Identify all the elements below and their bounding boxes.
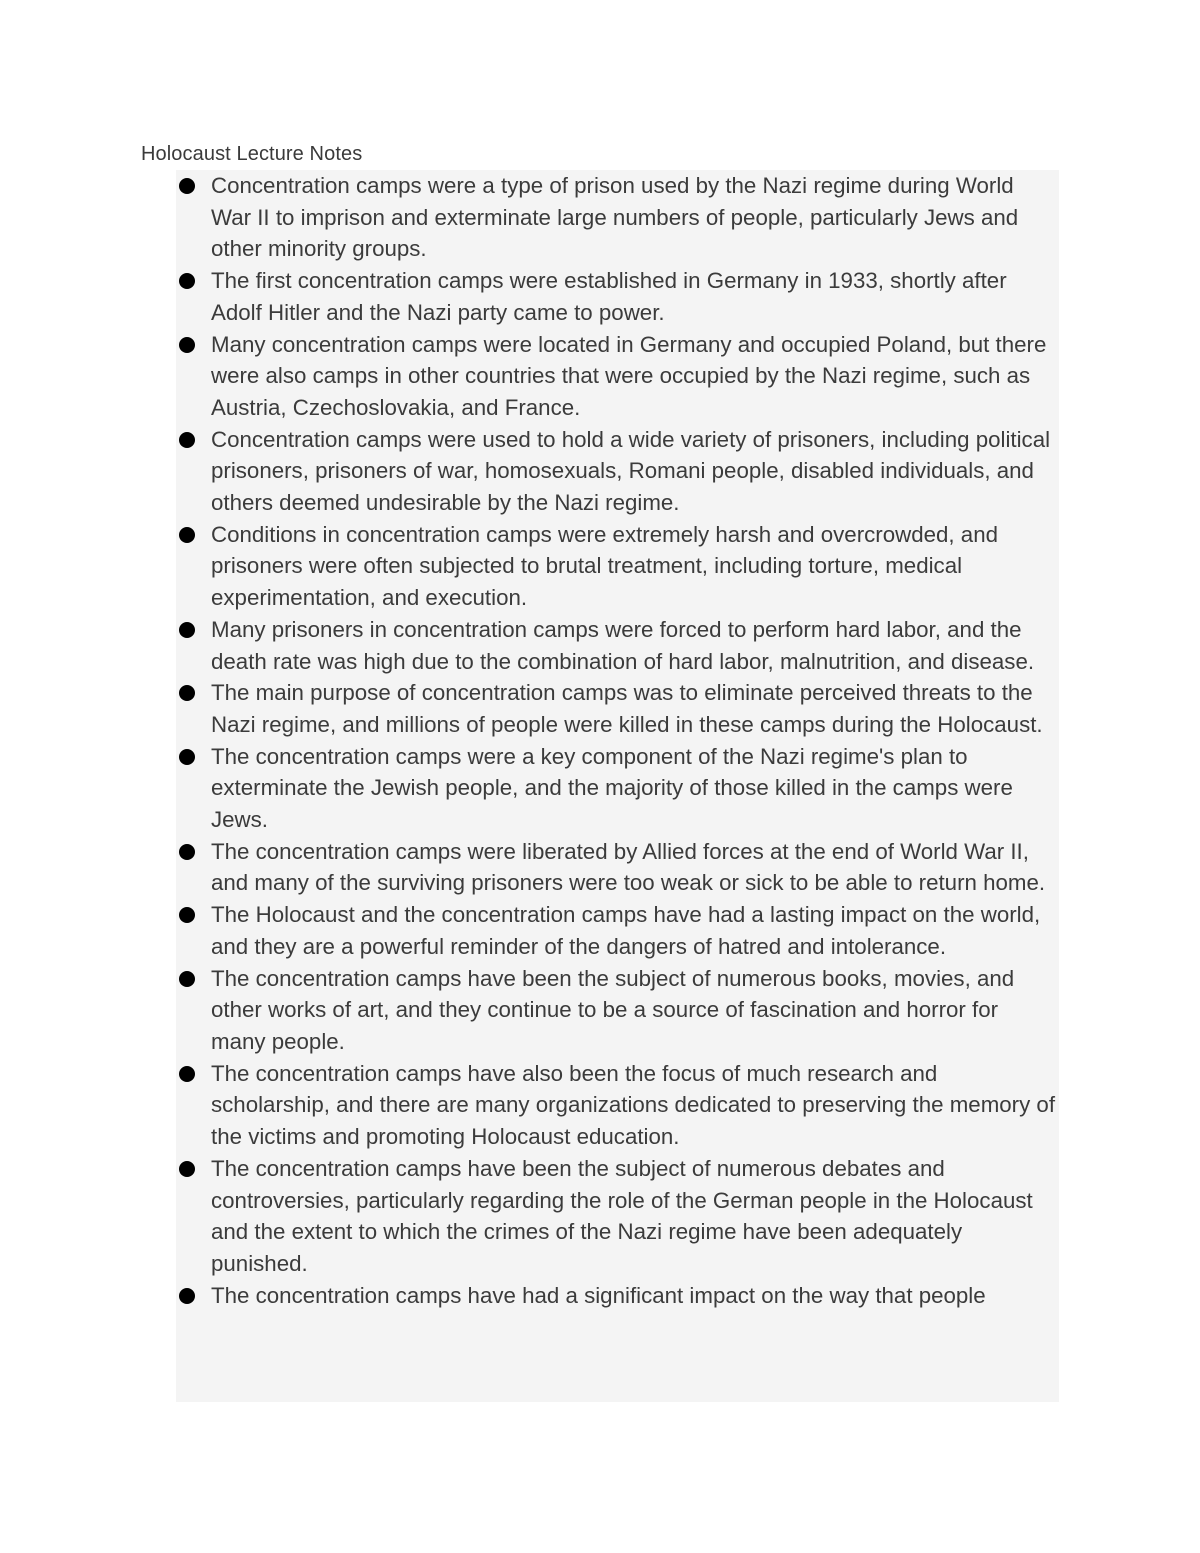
bullet-dot-icon: [179, 749, 195, 765]
list-item-text: The concentration camps have also been the focus of much research and scholarship, and there are many organizations dedicated to preserving the memory of the victims and promoting Holocaust education.: [211, 1060, 1056, 1150]
list-item: [176, 519, 1059, 614]
list-item: [176, 424, 1059, 519]
list-item: [176, 1153, 1059, 1280]
bullet-dot-icon: [179, 844, 195, 860]
list-item: [176, 963, 1059, 1058]
bullet-dot-icon: [179, 685, 195, 701]
list-item-text: Concentration camps were a type of prison used by the Nazi regime during World War II to imprison and exterminate large numbers of people, particularly Jews and other minority groups.: [211, 173, 1019, 262]
bullet-dot-icon: [179, 1161, 195, 1177]
page-title: Holocaust Lecture Notes: [141, 143, 363, 165]
list-item: [176, 329, 1059, 424]
list-item-text: Many concentration camps were located in Germany and occupied Poland, but there were also camps in other countries that were occupied by the Nazi regime, such as Austria, Czechoslovakia, and France.: [211, 331, 1047, 420]
list-item: [176, 741, 1059, 836]
bullet-dot-icon: [179, 1066, 195, 1082]
list-item-text: The concentration camps have had a significant impact on the way that people: [211, 1282, 986, 1308]
list-item-text: The Holocaust and the concentration camps have had a lasting impact on the world, and they are a powerful reminder of the dangers of hatred and intolerance.: [211, 902, 1041, 959]
bullet-dot-icon: [179, 337, 195, 353]
list-item: [176, 899, 1059, 962]
bullet-dot-icon: [179, 432, 195, 448]
list-item: [176, 1280, 1059, 1312]
list-item-text: The concentration camps were a key component of the Nazi regime's plan to exterminate the Jewish people, and the majority of those killed in the camps were Jews.: [211, 743, 1013, 833]
list-item: [176, 677, 1059, 740]
list-item-text: The concentration camps have been the subject of numerous books, movies, and other works of art, and they continue to be a source of fascination and horror for many people.: [211, 965, 1015, 1054]
bullet-dot-icon: [179, 622, 195, 638]
list-item: [176, 170, 1059, 265]
list-item-text: The main purpose of concentration camps was to eliminate perceived threats to the Nazi regime, and millions of people were killed in these camps during the Holocaust.: [211, 680, 1043, 737]
list-item-text: The concentration camps were liberated by Allied forces at the end of World War II, and many of the surviving prisoners were too weak or sick to be able to return home.: [211, 838, 1046, 896]
notes-block: [176, 170, 1059, 1402]
list-item: [176, 836, 1059, 899]
list-item-text: Conditions in concentration camps were extremely harsh and overcrowded, and prisoners were often subjected to brutal treatment, including torture, medical experimentation, and execution.: [211, 521, 998, 611]
list-item-text: Many prisoners in concentration camps were forced to perform hard labor, and the death rate was high due to the combination of hard labor, malnutrition, and disease.: [211, 616, 1035, 674]
list-item: [176, 1058, 1059, 1153]
bullet-dot-icon: [179, 1288, 195, 1304]
bullet-dot-icon: [179, 527, 195, 543]
bullet-list: [176, 170, 1059, 1311]
bullet-dot-icon: [179, 907, 195, 923]
bullet-dot-icon: [179, 273, 195, 289]
bullet-dot-icon: [179, 178, 195, 194]
list-item: [176, 265, 1059, 328]
bullet-dot-icon: [179, 971, 195, 987]
list-item-text: The first concentration camps were established in Germany in 1933, shortly after Adolf Hitler and the Nazi party came to power.: [211, 268, 1007, 325]
list-item: [176, 614, 1059, 677]
list-item-text: Concentration camps were used to hold a wide variety of prisoners, including political prisoners, prisoners of war, homosexuals, Romani people, disabled individuals, and others deemed undesirable by the Nazi regime.: [211, 426, 1051, 516]
list-item-text: The concentration camps have been the subject of numerous debates and controversies, particularly regarding the role of the German people in the Holocaust and the extent to which the crimes of the Nazi regime have been adequately punished.: [211, 1155, 1033, 1276]
